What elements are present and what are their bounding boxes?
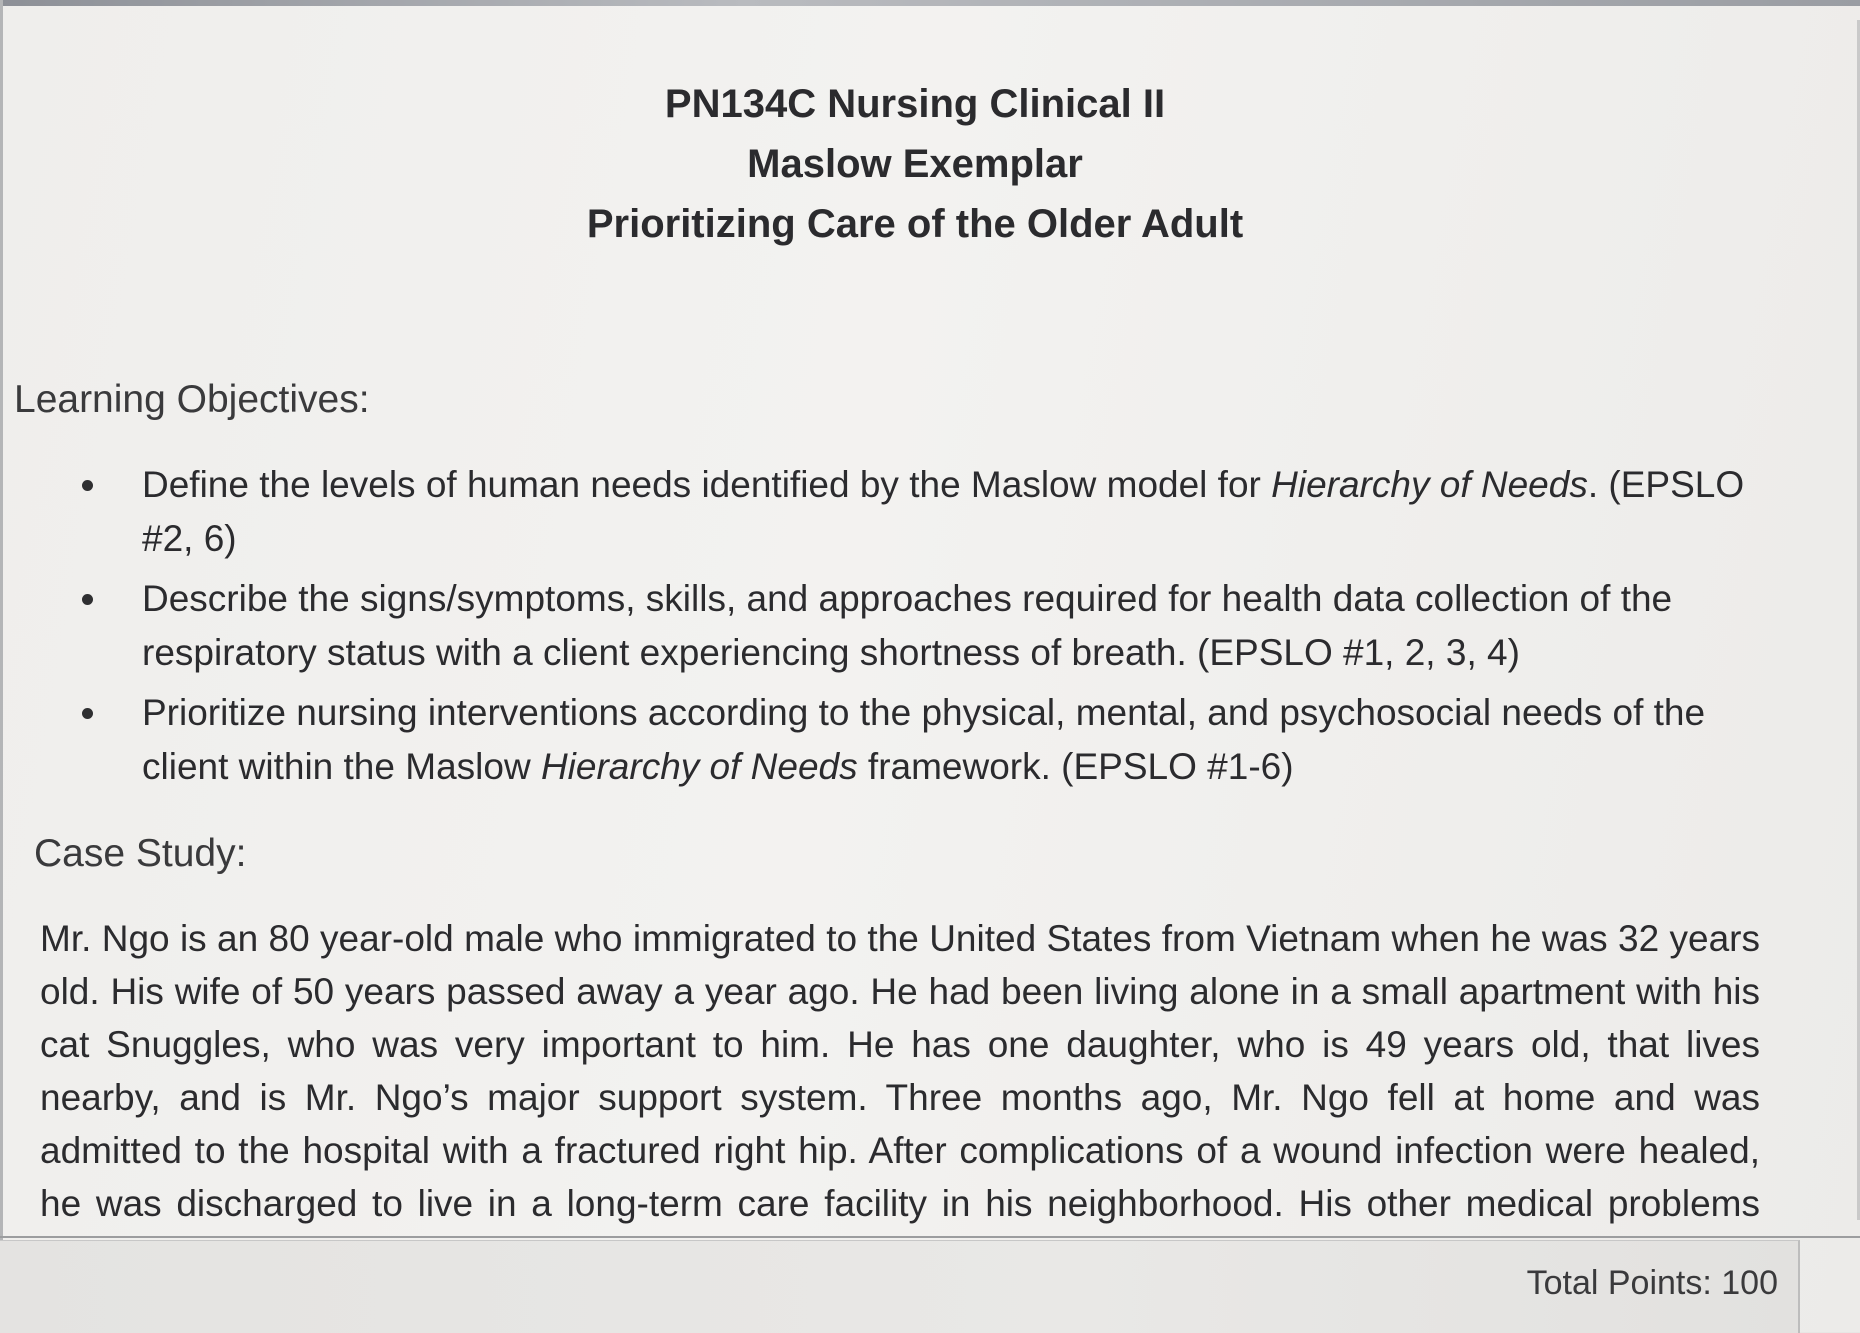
total-points-label: Total Points:	[1526, 1264, 1712, 1302]
learning-objectives-heading: Learning Objectives:	[14, 378, 370, 421]
objective-text-end: framework. (EPSLO #1-6)	[857, 746, 1294, 787]
objective-emphasis: Hierarchy of Needs	[1271, 464, 1588, 505]
document-header	[0, 74, 1830, 254]
objective-text: Prioritize nursing interventions according to the physical, mental, and psychosocial needs of the client within the Maslow	[142, 692, 1706, 787]
case-study-heading: Case Study:	[34, 832, 247, 875]
objective-text-end: . (EPSLO #2, 6)	[142, 464, 1745, 559]
course-title: PN134C Nursing Clinical II	[664, 82, 1166, 126]
list-item	[80, 572, 1760, 680]
list-item	[80, 458, 1760, 566]
total-points-value: 100	[1721, 1264, 1778, 1302]
exemplar-title: Maslow Exemplar	[747, 142, 1083, 186]
topic-title: Prioritizing Care of the Older Adult	[586, 202, 1244, 246]
page-top-edge	[0, 0, 1860, 6]
list-item	[80, 686, 1760, 794]
bullet-icon	[82, 480, 93, 491]
bullet-icon	[82, 594, 93, 605]
case-study-text: Mr. Ngo is an 80 year-old male who immigrated to the United States from Vietnam when he was 32 years old. His wife of 50 years passed away a year ago. He had been living alone in a small apartment with his cat Snuggles, who was very important to him. He has one daughter, who is 49 years old, that lives nearby, and is Mr. Ngo’s major support system. Three months ago, Mr. Ngo fell at home and was admitted to the hospital with a fractured right hip. After complications of a wound infection were healed, he was discharged to live in a long-term care facility in his neighborhood. His other medical problems	[40, 918, 1760, 1224]
total-points	[1527, 1264, 1778, 1303]
bullet-icon	[82, 708, 93, 719]
learning-objectives-list	[80, 458, 1760, 800]
footer-divider	[0, 1236, 1860, 1238]
objective-text: Describe the signs/symptoms, skills, and approaches required for health data collection of the respiratory status with a client experiencing shortness of breath. (EPSLO #1, 2, 3, 4)	[142, 578, 1673, 673]
objective-text: Define the levels of human needs identified by the Maslow model for	[142, 464, 1272, 505]
objective-emphasis: Hierarchy of Needs	[540, 746, 858, 787]
